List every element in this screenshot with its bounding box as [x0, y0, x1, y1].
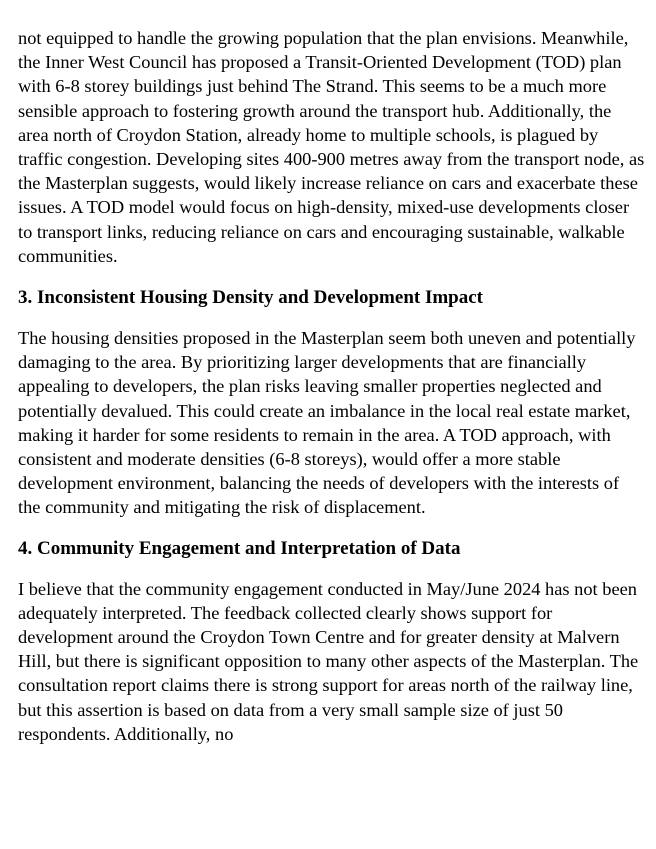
- body-paragraph-tod-proposal: not equipped to handle the growing population that the plan envisions. Meanwhile, the Inner West Council has proposed a Transit-Oriented Development (TOD) plan with 6-8 storey buildings just behind The Strand. This seems to be a much more sensible approach to fostering growth around the transport hub. Additionally, the area north of Croydon Station, already home to multiple schools, is plagued by traffic congestion. Developing sites 400-900 metres away from the transport node, as the Masterplan suggests, would likely increase reliance on cars and exacerbate these issues. A TOD model would focus on high-density, mixed-use developments closer to transport links, reducing reliance on cars and encouraging sustainable, walkable communities.: [18, 28, 645, 266]
- body-paragraph-housing-density: The housing densities proposed in the Masterplan seem both uneven and potentially damaging to the area. By prioritizing larger developments that are financially appealing to developers, the plan risks leaving smaller properties neglected and potentially devalued. This could create an imbalance in the local real estate market, making it harder for some residents to remain in the area. A TOD approach, with consistent and moderate densities (6-8 storeys), would offer a more stable development environment, balancing the needs of developers with the interests of the community and mitigating the risk of displacement.: [18, 328, 636, 518]
- section-heading-community-engagement: 4. Community Engagement and Interpretation of Data: [18, 537, 461, 559]
- body-paragraph-community-engagement: I believe that the community engagement conducted in May/June 2024 has not been adequately interpreted. The feedback collected clearly shows support for development around the Croydon Town Centre and for greater density at Malvern Hill, but there is significant opposition to many other aspects of the Masterplan. The consultation report claims there is strong support for areas north of the railway line, but this assertion is based on data from a very small sample size of just 50 respondents. Additionally, no: [18, 578, 639, 744]
- document-page: [18, 26, 646, 746]
- section-heading-housing-density: 3. Inconsistent Housing Density and Development Impact: [18, 287, 484, 309]
